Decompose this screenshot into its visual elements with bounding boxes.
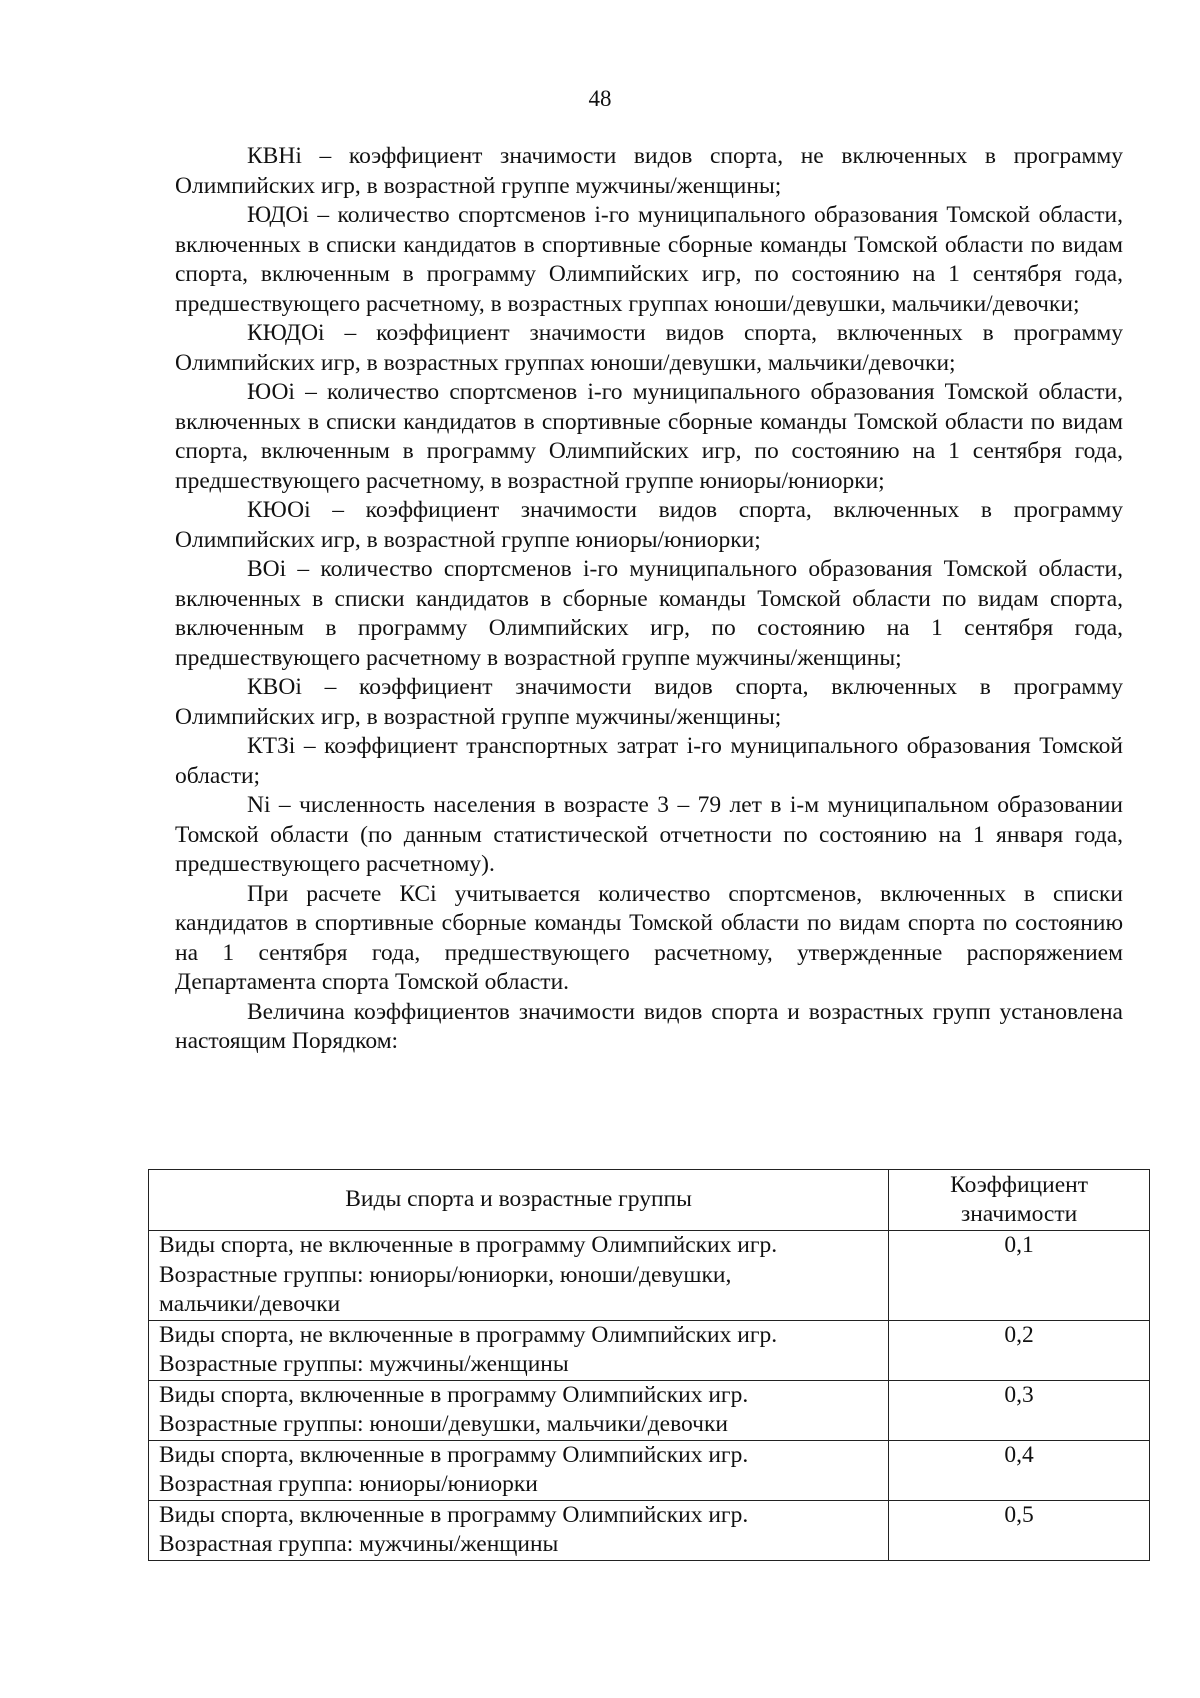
paragraph-kuo: КЮОi – коэффициент значимости видов спорта, включенных в программу Олимпийских игр, в возрастной группе юниоры/юниорки; [175,497,1123,553]
row-line: Виды спорта, включенные в программу Олимпийских игр. [159,1501,749,1528]
row-line: Возрастные группы: юноши/девушки, мальчики/девочки [159,1411,728,1437]
row-line: Виды спорта, включенные в программу Олимпийских игр. [159,1441,749,1468]
paragraph-kvn: КВНi – коэффициент значимости видов спорта, не включенных в программу Олимпийских игр, в возрастной группе мужчины/женщины; [175,143,1123,199]
paragraph-udo: ЮДОi – количество спортсменов i-го муниципального образования Томской области, включенных в списки кандидатов в спортивные сборные команды Томской области по видам спорта, включенным в программу Олимпийских игр, по состоянию на 1 сентября года, предшествующего расчетному, в возрастных группах юноши/девушки, мальчики/девочки; [175,202,1123,317]
row-line: Возрастные группы: юниоры/юниорки, юноши/девушки, [159,1261,732,1288]
header-coefficient [889,1170,1150,1231]
row-coefficient: 0,5 [889,1500,1150,1560]
header-coefficient-line1: Коэффициент [950,1171,1088,1198]
row-description [149,1500,889,1560]
row-line: Возрастная группа: юниоры/юниорки [159,1471,538,1497]
header-sport-groups: Виды спорта и возрастные группы [149,1170,889,1231]
table-row [149,1500,1150,1560]
table-row [149,1440,1150,1500]
row-coefficient: 0,4 [889,1440,1150,1500]
row-coefficient: 0,1 [889,1231,1150,1321]
row-line: Виды спорта, не включенные в программу Олимпийских игр. [159,1232,778,1258]
header-coefficient-line2: значимости [960,1201,1078,1227]
coefficient-table [148,1169,1150,1561]
table-row [149,1320,1150,1380]
row-description [149,1231,889,1321]
row-line: Виды спорта, не включенные в программу Олимпийских игр. [159,1321,778,1348]
body-text [175,142,1123,1057]
paragraph-ks-note: При расчете КСi учитывается количество спортсменов, включенных в списки кандидатов в спортивные сборные команды Томской области по видам спорта по состоянию на 1 сентября года, предшествующего расчетному, утвержденные распоряжением Департамента спорта Томской области. [175,880,1123,995]
table-row [149,1380,1150,1440]
paragraph-uo: ЮОi – количество спортсменов i-го муниципального образования Томской области, включенных в списки кандидатов в спортивные сборные команды Томской области по видам спорта, включенным в программу Олимпийских игр, по состоянию на 1 сентября года, предшествующего расчетному, в возрастной группе юниоры/юниорки; [175,379,1123,494]
paragraph-kvo: КВОi – коэффициент значимости видов спорта, включенных в программу Олимпийских игр, в возрастной группе мужчины/женщины; [175,674,1123,730]
row-coefficient: 0,3 [889,1380,1150,1440]
table-row [149,1231,1150,1321]
row-line: Возрастные группы: мужчины/женщины [159,1351,569,1377]
row-coefficient: 0,2 [889,1320,1150,1380]
paragraph-ktz: КТЗi – коэффициент транспортных затрат i-го муниципального образования Томской области; [175,733,1123,789]
paragraph-kudo: КЮДОi – коэффициент значимости видов спорта, включенных в программу Олимпийских игр, в возрастных группах юноши/девушки, мальчики/девочки; [175,320,1123,376]
row-line: мальчики/девочки [159,1291,341,1317]
row-line: Возрастная группа: мужчины/женщины [159,1531,559,1557]
paragraph-table-intro: Величина коэффициентов значимости видов спорта и возрастных групп установлена настоящим Порядком: [175,998,1123,1054]
paragraph-ni: Ni – численность населения в возрасте 3 – 79 лет в i-м муниципальном образовании Томской области (по данным статистической отчетности по состоянию на 1 января года, предшествующего расчетному). [175,792,1123,877]
row-description [149,1440,889,1500]
page-number: 48 [588,86,612,111]
table-header-row [149,1170,1150,1231]
row-line: Виды спорта, включенные в программу Олимпийских игр. [159,1381,749,1408]
paragraph-vo: ВОi – количество спортсменов i-го муниципального образования Томской области, включенных в списки кандидатов в сборные команды Томской области по видам спорта, включенным в программу Олимпийских игр, по состоянию на 1 сентября года, предшествующего расчетному в возрастной группе мужчины/женщины; [175,556,1123,671]
row-description [149,1320,889,1380]
row-description [149,1380,889,1440]
